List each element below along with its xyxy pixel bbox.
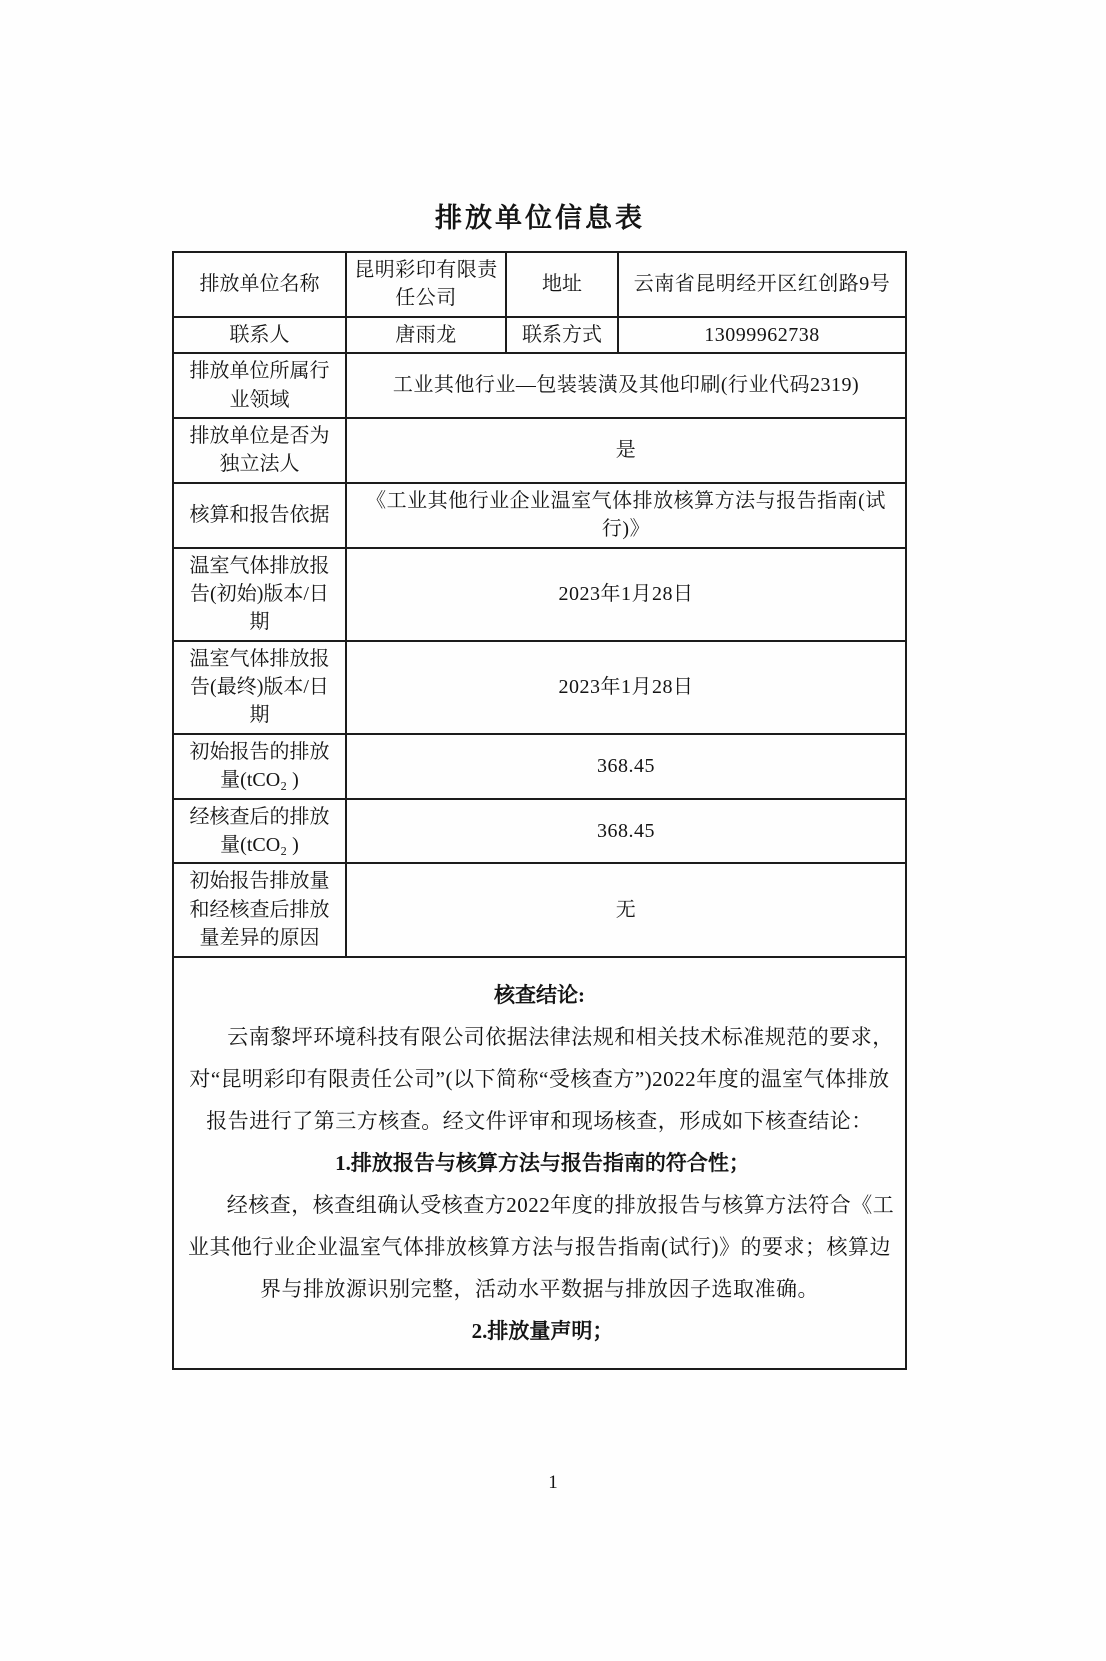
- unit-name-value: 昆明彩印有限责任公司: [346, 252, 506, 317]
- independent-legal-entity-value: 是: [346, 418, 906, 483]
- verification-conclusion-cell: [173, 957, 906, 1369]
- page-title: 排放单位信息表: [435, 203, 645, 233]
- verified-emissions-label: 经核查后的排放量(tCO₂ ): [173, 799, 346, 864]
- industry-sector-label: 排放单位所属行业领域: [173, 353, 346, 418]
- contact-method-label: 联系方式: [506, 317, 618, 353]
- table-row: [173, 483, 906, 548]
- initial-report-version-value: 2023年1月28日: [346, 548, 906, 641]
- industry-sector-value: 工业其他行业—包装装潢及其他印刷(行业代码2319): [346, 353, 906, 418]
- table-row: [173, 353, 906, 418]
- initial-emissions-value: 368.45: [346, 734, 906, 799]
- table-row: [173, 418, 906, 483]
- table-row: [173, 957, 906, 1369]
- address-value: 云南省昆明经开区红创路9号: [618, 252, 906, 317]
- difference-reason-value: 无: [346, 863, 906, 956]
- table-row: [173, 548, 906, 641]
- table-row: [173, 863, 906, 956]
- emission-unit-info-table: [172, 251, 907, 1370]
- table-row: [173, 799, 906, 864]
- initial-emissions-label: 初始报告的排放量(tCO₂ ): [173, 734, 346, 799]
- difference-reason-label: 初始报告排放量和经核查后排放量差异的原因: [173, 863, 346, 956]
- table-row: [173, 641, 906, 734]
- accounting-basis-value: 《工业其他行业企业温室气体排放核算方法与报告指南(试行)》: [346, 483, 906, 548]
- conclusion-item-1-body: 经核查，核查组确认受核查方2022年度的排放报告与核算方法符合《工业其他行业企业温室气体排放核算方法与报告指南(试行)》的要求；核算边界与排放源识别完整，活动水平数据与排放因子选取准确。: [188, 1192, 895, 1301]
- table-row: [173, 252, 906, 317]
- address-label: 地址: [506, 252, 618, 317]
- table-row: [173, 317, 906, 353]
- conclusion-item-2-title: 2.排放量声明；: [471, 1318, 614, 1343]
- table-row: [173, 734, 906, 799]
- verified-emissions-value: 368.45: [346, 799, 906, 864]
- initial-report-version-label: 温室气体排放报告(初始)版本/日期: [173, 548, 346, 641]
- final-report-version-value: 2023年1月28日: [346, 641, 906, 734]
- conclusion-heading: 核查结论:: [494, 982, 585, 1007]
- contact-method-value: 13099962738: [618, 317, 906, 353]
- final-report-version-label: 温室气体排放报告(最终)版本/日期: [173, 641, 346, 734]
- conclusion-item-1-title: 1.排放报告与核算方法与报告指南的符合性；: [335, 1150, 750, 1175]
- accounting-basis-label: 核算和报告依据: [173, 483, 346, 548]
- conclusion-paragraph-1: 云南黎坪环境科技有限公司依据法律法规和相关技术标准规范的要求，对“昆明彩印有限责任公司”(以下简称“受核查方”)2022年度的温室气体排放报告进行了第三方核查。经文件评审和现场核查，形成如下核查结论：: [189, 1024, 894, 1133]
- page-number: 1: [548, 1472, 558, 1493]
- unit-name-label: 排放单位名称: [173, 252, 346, 317]
- contact-person-label: 联系人: [173, 317, 346, 353]
- contact-person-value: 唐雨龙: [346, 317, 506, 353]
- independent-legal-entity-label: 排放单位是否为独立法人: [173, 418, 346, 483]
